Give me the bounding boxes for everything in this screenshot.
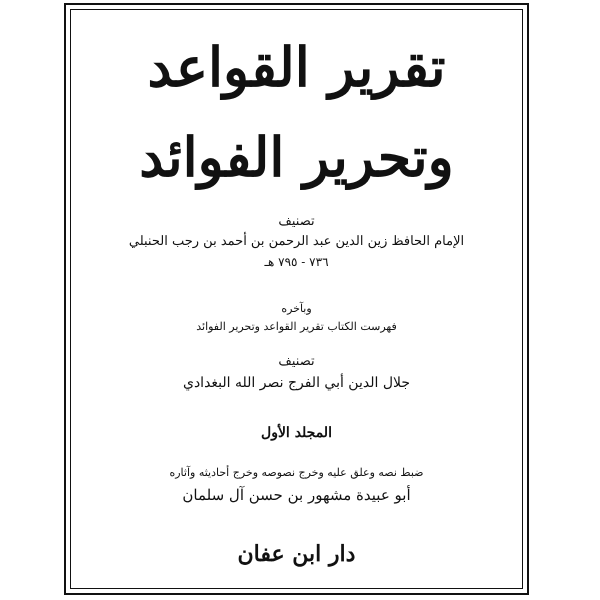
editor-name: أبو عبيدة مشهور بن حسن آل سلمان <box>182 486 411 504</box>
author-dates: ٧٣٦ - ٧٩٥ هـ <box>264 255 329 269</box>
cover-content <box>74 12 519 586</box>
appendix-title: فهرست الكتاب تقرير القواعد وتحرير الفوائد <box>196 320 397 333</box>
editor-note: ضبط نصه وعلق عليه وخرج نصوصه وخرج أحاديثه وآثاره <box>169 466 424 479</box>
tasnif-label: تصنيف <box>278 214 315 229</box>
tasnif-label-2: تصنيف <box>278 354 315 369</box>
volume-label: المجلد الأول <box>261 425 332 441</box>
author-name: الإمام الحافظ زين الدين عبد الرحمن بن أحمد بن رجب الحنبلي <box>128 234 465 249</box>
title-line-1: تقرير القواعد <box>147 35 446 99</box>
publisher-name: دار ابن عفان <box>237 541 356 567</box>
wa-akhirihi-label: وبآخره <box>281 302 312 315</box>
title-line-2: وتحرير الفوائد <box>139 125 454 189</box>
appendix-author: جلال الدين أبي الفرج نصر الله البغدادي <box>182 375 410 391</box>
